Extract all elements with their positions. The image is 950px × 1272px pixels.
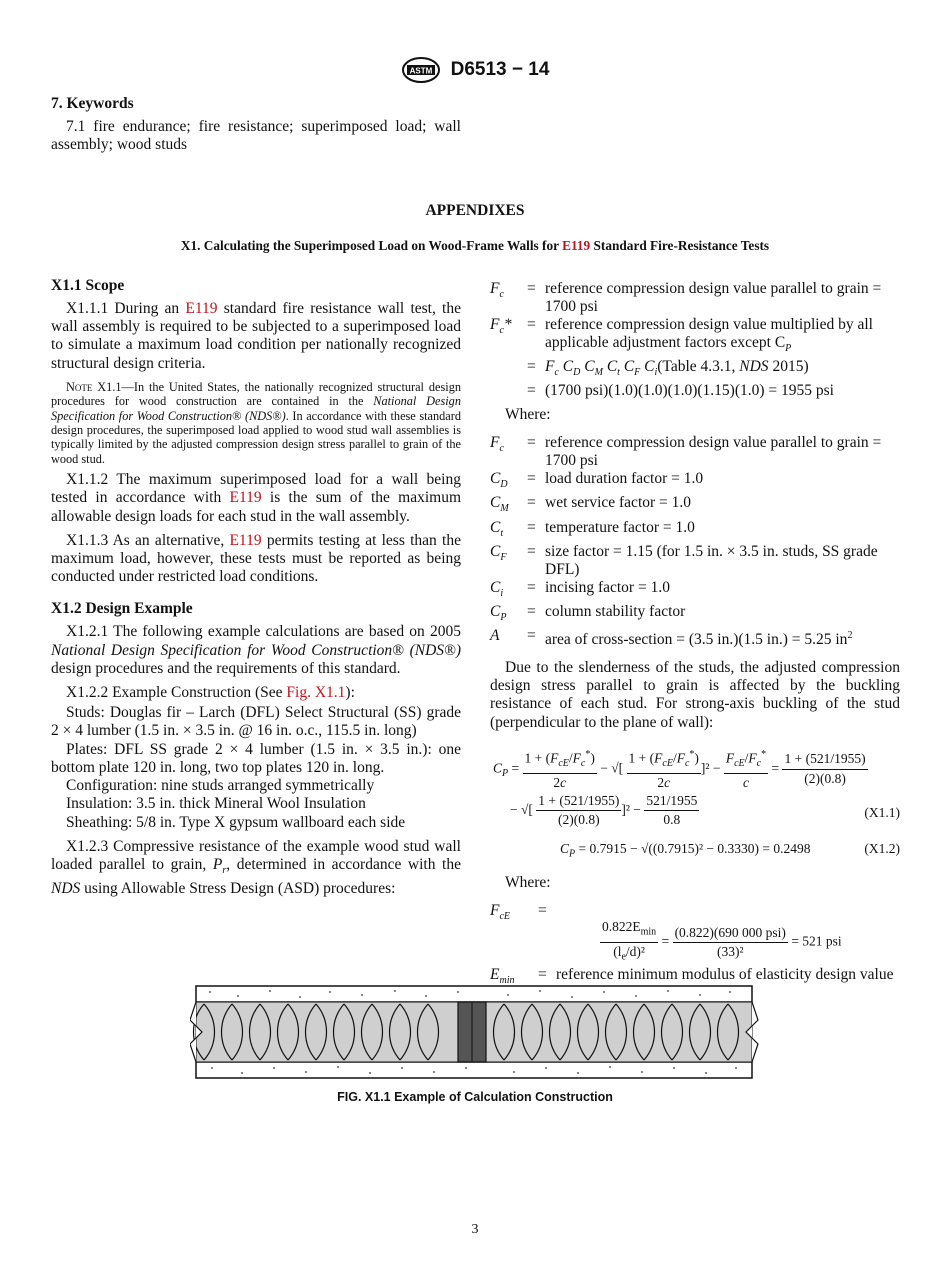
right-column xyxy=(490,280,900,1002)
def-fc-expr: = $F_c$ $C_D$ $C_M$ $C_t$ $C_F$ $C_i(Table$ 4.3.1, NDS 2015) xyxy=(527,358,809,379)
scope-p1 xyxy=(51,300,461,373)
fce-den2: (33)² xyxy=(716,943,744,959)
note-x1-1 xyxy=(51,380,461,466)
slenderness-para: Due to the slenderness of the studs, the adjusted compression design stress parallel to grain is affected by the buckling resistance of each stud. For strong-axis buckling of the stud (perpendicular to the plane of wall): xyxy=(490,658,900,731)
area-sup: 2 xyxy=(847,629,853,641)
definitions-1 xyxy=(490,280,900,400)
e119-link[interactable]: E119 xyxy=(229,489,262,507)
fce-definition xyxy=(490,901,900,963)
def-sub: c xyxy=(499,325,504,337)
def-symbol: F xyxy=(490,316,500,333)
def-symbol: C xyxy=(490,470,501,488)
def-row: A = area of cross-section = (3.5 in.)(1.5 in.) = 5.25 $in^2$ xyxy=(490,626,853,649)
eq1-line2: − √[ $\frac{1 + (521/1955)}{(2)(0.8)}$ ]² − $\frac{521/1955}{0.8}$ xyxy=(510,792,699,829)
def-fc xyxy=(490,280,900,316)
note-label: Note X1.1 xyxy=(66,379,122,394)
wall-section-figure xyxy=(190,980,770,1084)
def-sub: t xyxy=(500,527,504,539)
def-sub: c xyxy=(499,289,504,301)
def-symbol: F xyxy=(490,434,500,452)
astm-logo-icon xyxy=(401,56,441,84)
eq1-b-num: 521/1955 xyxy=(644,792,699,811)
design-heading: X1.2 Design Example xyxy=(51,600,193,618)
keywords-heading: 7. Keywords xyxy=(51,95,134,112)
design-p1-a: X1.2.1 The following example calculations are based on 2005 xyxy=(66,623,461,641)
def-row: $C_t$ = temperature factor = 1.0 xyxy=(490,519,900,543)
e119-link[interactable]: E119 xyxy=(229,531,262,549)
def-symbol: A xyxy=(490,626,500,644)
fce-den: (l xyxy=(613,943,622,959)
def-sub: c xyxy=(499,443,504,455)
def-sub: M xyxy=(500,503,509,515)
insulation-spec: Insulation: 3.5 in. thick Mineral Wool Insulation xyxy=(66,795,366,813)
fce-eq: = xyxy=(538,901,547,919)
eq1-right-num: 1 + (521/1955) xyxy=(782,750,867,769)
fce-num2: (0.822)(690 000 psi) xyxy=(673,924,788,943)
def-sup: * xyxy=(503,316,512,333)
cp-sub: P xyxy=(785,343,792,355)
pr-sub: r xyxy=(222,865,227,876)
design-p3-b: , determined in accordance with the xyxy=(226,855,461,873)
def-row: $F_c$ = reference compression design value parallel to grain = 1700 psi xyxy=(490,434,900,470)
def-symbol: C xyxy=(490,518,501,536)
eq2-body: = 0.7915 − √((0.7915)² − 0.3330) = 0.2498 xyxy=(578,840,811,856)
note-b: . In accordance with these standard design procedures, the superimposed load applied to wood stud wall assemblies is typically limited by the adjusted compression design stress parallel to grain of the wood stud. xyxy=(51,408,461,466)
def-eq: = xyxy=(527,280,536,297)
fc-expr: F xyxy=(545,358,555,376)
design-p3-a: X1.2.3 Compressive resistance of the example wood stud wall loaded parallel to grain, xyxy=(51,837,461,873)
scope-p2-a: X1.1.2 The maximum superimposed load for a wall being tested in accordance with xyxy=(51,471,461,507)
def-text: incising factor = 1.0 xyxy=(545,578,670,596)
def-calc: = (1700 psi)(1.0)(1.0)(1.0)(1.15)(1.0) = 1955 psi xyxy=(490,382,900,400)
fc-nds: NDS xyxy=(739,358,769,376)
note-italic: National Design Specification for Wood Construction® (NDS®) xyxy=(51,394,461,423)
fce-den-sub: e xyxy=(621,951,626,963)
scope-p2-b: is the sum of the maximum allowable design loads for each stud in the wall assembly. xyxy=(51,489,462,525)
design-p3-c: using Allowable Stress Design (ASD) procedures: xyxy=(84,880,396,898)
def-eq: = xyxy=(527,316,536,333)
fce-num-sub: min xyxy=(640,926,657,938)
note-a: —In the United States, the nationally recognized structural design procedures for wood construction are contained in the xyxy=(51,379,461,409)
fce-den-tail: /d)² xyxy=(625,943,645,959)
def-row: $C_P$ = column stability factor xyxy=(490,603,900,627)
scope-p2 xyxy=(51,471,461,526)
design-p1-b: design procedures and the requirements of this standard. xyxy=(51,659,401,677)
keywords-section xyxy=(51,95,461,154)
emin-text: reference minimum modulus of elasticity design value xyxy=(556,965,894,983)
fce-symbol: $F_{cE}$ xyxy=(490,901,511,923)
where-2: Where: xyxy=(505,873,551,891)
x1-title-text: X1. Calculating the Superimposed Load on Wood-Frame Walls for xyxy=(180,238,559,253)
eq2-text: $C_P = 0.7915 - √((0.7915)^2 - 0.3330) = 0.2498$ xyxy=(560,840,811,860)
x1-title xyxy=(0,238,950,254)
studs-spec: Studs: Douglas fir – Larch (DFL) Select Structural (SS) grade 2 × 4 lumber (1.5 in. × 3.5 in. @ 16 in. o.c., 115.5 in. long) xyxy=(51,704,461,740)
sheathing-spec: Sheathing: 5/8 in. Type X gypsum wallboard each side xyxy=(66,813,406,831)
pr-symbol: P xyxy=(212,855,223,873)
figure-caption: FIG. X1.1 Example of Calculation Construction xyxy=(337,1090,613,1104)
scope-p3-a: X1.1.3 As an alternative, xyxy=(66,531,225,549)
scope-p1-b: standard fire resistance wall test, the wall assembly is required to be subjected to a superimposed load to simulate a maximum load condition per nationally recognized structural design criteria. xyxy=(51,300,461,372)
svg-text:ASTM: ASTM xyxy=(409,66,432,76)
eq2-label: (X1.2) xyxy=(864,840,900,856)
bottom-gypsum-board xyxy=(196,1062,752,1078)
page-header xyxy=(0,56,950,84)
design-p3 xyxy=(51,838,461,899)
def-text: size factor = 1.15 (for 1.5 in. × 3.5 in. studs, SS grade DFL) xyxy=(545,542,878,578)
fce-formula: $\frac{0.822E_{min}}{(l_e/d)^2}$ = $\frac{\text{(0.822)(690 000 psi)}}{\text{(33)²}}$ = 521 psi xyxy=(602,918,842,963)
eq1-line1: $C_P$ = $\frac{1 + (F_{cE}/F_c^*)}{2c}$ − √[ $\frac{1 + (F_{cE}/F_c^*)}{2c}$ ]² − $\frac{F_{cE}/F_c^*}{c}$ = $\frac{1 + (521/1955)}{(2)(0.8)}$ xyxy=(493,746,868,793)
emin-definition: $E_{min}$ = reference minimum modulus of elasticity design value xyxy=(490,966,900,1002)
configuration-spec: Configuration: nine studs arranged symmetrically xyxy=(66,777,375,795)
scope-p3 xyxy=(51,532,461,587)
design-p2 xyxy=(51,684,461,702)
def-symbol: C xyxy=(490,578,501,596)
def-sub: i xyxy=(500,587,504,599)
def-row: $C_D$ = load duration factor = 1.0 xyxy=(490,470,900,494)
fig-x1-1-link[interactable]: Fig. X1.1 xyxy=(286,684,346,702)
def-text: reference compression design value parallel to grain = 1700 psi xyxy=(545,280,882,315)
standard-designation: D6513 − 14 xyxy=(450,59,550,80)
def-text: area of cross-section = (3.5 in.)(1.5 in.) = 5.25 in xyxy=(545,631,848,649)
def-row: $C_M$ = wet service factor = 1.0 xyxy=(490,494,900,518)
fce-num: 0.822E xyxy=(602,918,641,934)
nds-italic: NDS xyxy=(51,880,81,898)
def-text: reference compression design value multiplied by all applicable adjustment factors except C xyxy=(545,316,873,351)
fc-tail: (Table 4.3.1, xyxy=(657,358,736,376)
def-row: $C_F$ = size factor = 1.15 (for 1.5 in. × 3.5 in. studs, SS grade DFL) xyxy=(490,543,900,579)
design-p1-italic: National Design Specification for Wood Construction® (NDS®) xyxy=(51,641,461,659)
fc-calc: (1700 psi)(1.0)(1.0)(1.0)(1.15)(1.0) = 1955 psi xyxy=(545,382,834,400)
equation-x1-2 xyxy=(490,836,900,864)
def-text: column stability factor xyxy=(545,602,686,620)
eq1-right-den: (2)(0.8) xyxy=(804,770,846,786)
equation-x1-1 xyxy=(490,740,900,832)
plates-spec: Plates: DFL SS grade 2 × 4 lumber (1.5 in. × 3.5 in.): one bottom plate 120 in. long, two top plates 120 in. long. xyxy=(51,740,461,776)
def-symbol: C xyxy=(490,542,501,560)
def-symbol: F xyxy=(490,280,500,297)
top-gypsum-board xyxy=(196,986,752,1002)
def-row: $C_i$ = incising factor = 1.0 xyxy=(490,579,900,603)
eq1-label: (X1.1) xyxy=(864,804,900,820)
def-text: reference compression design value parallel to grain = 1700 psi xyxy=(545,434,882,470)
e119-link[interactable]: E119 xyxy=(185,300,218,317)
eq1-b-den: 0.8 xyxy=(663,811,681,827)
scope-p1-a: X1.1.1 During an xyxy=(66,300,180,317)
e119-link[interactable]: E119 xyxy=(562,238,591,253)
design-p1 xyxy=(51,623,461,678)
def-text: load duration factor = 1.0 xyxy=(545,470,704,488)
def-sub: F xyxy=(500,551,507,563)
scope-heading: X1.1 Scope xyxy=(51,277,125,294)
def-sub: D xyxy=(500,479,508,491)
def-fc-star xyxy=(490,316,900,358)
fce-result: = 521 psi xyxy=(791,933,842,949)
design-p2-a: X1.2.2 Example Construction (See xyxy=(66,684,283,702)
def-sub: P xyxy=(500,611,507,623)
design-p2-b: ): xyxy=(345,684,355,702)
page-number: 3 xyxy=(471,1222,479,1237)
scope-p3-b: permits testing at less than the maximum load, however, these tests must be reported as being conducted under restricted load conditions. xyxy=(51,531,461,586)
fc-year: 2015) xyxy=(772,358,809,376)
def-symbol: C xyxy=(490,602,501,620)
definitions-2 xyxy=(490,434,900,651)
def-symbol: C xyxy=(490,494,501,512)
appendixes-title: APPENDIXES xyxy=(425,202,525,219)
def-text: temperature factor = 1.0 xyxy=(545,518,695,536)
where-1: Where: xyxy=(505,406,551,424)
def-text: wet service factor = 1.0 xyxy=(545,494,692,512)
x1-title-text-end: Standard Fire-Resistance Tests xyxy=(593,238,770,253)
left-column xyxy=(51,277,461,898)
keywords-text: 7.1 fire endurance; fire resistance; superimposed load; wall assembly; wood studs xyxy=(51,118,461,154)
